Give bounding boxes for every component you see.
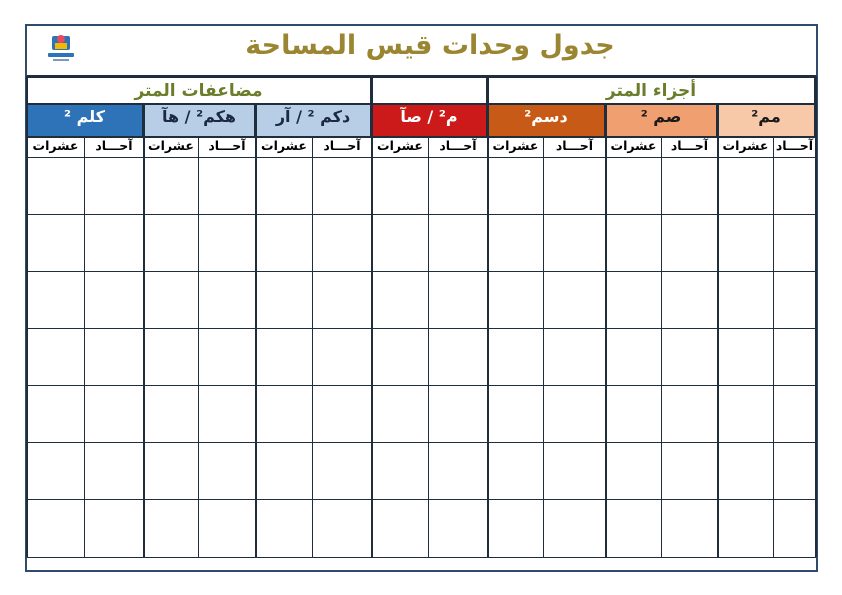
- table-cell[interactable]: [543, 443, 606, 500]
- subheader-ones-4: آحـــاد: [555, 138, 594, 153]
- grid-line: [27, 214, 816, 215]
- grid-line: [773, 137, 774, 557]
- table-cell[interactable]: [543, 157, 606, 214]
- table-cell[interactable]: [773, 271, 816, 328]
- grid-line: [543, 137, 544, 557]
- table-cell[interactable]: [718, 328, 773, 385]
- unit-header-3: م² / صآ: [372, 104, 488, 137]
- table-cell[interactable]: [718, 214, 773, 271]
- table-cell[interactable]: [488, 214, 543, 271]
- table-cell[interactable]: [428, 500, 488, 557]
- group-center: [372, 76, 488, 104]
- subheader-tens-1: عشرات: [148, 138, 194, 153]
- table-cell[interactable]: [144, 271, 198, 328]
- table-cell[interactable]: [543, 328, 606, 385]
- table-cell[interactable]: [661, 214, 718, 271]
- table-cell[interactable]: [428, 214, 488, 271]
- table-cell[interactable]: [198, 443, 256, 500]
- grid-line: [717, 104, 719, 557]
- subheader-ones-5: آحـــاد: [670, 138, 709, 153]
- table-cell[interactable]: [428, 328, 488, 385]
- table-cell[interactable]: [372, 214, 428, 271]
- table-cell[interactable]: [256, 328, 312, 385]
- grid-line: [198, 137, 199, 557]
- table-cell[interactable]: [606, 386, 661, 443]
- table-cell[interactable]: [312, 157, 372, 214]
- subheader-tens-5: عشرات: [610, 138, 657, 153]
- table-cell[interactable]: [256, 214, 312, 271]
- table-cell[interactable]: [718, 443, 773, 500]
- grid-line: [143, 104, 145, 557]
- table-cell[interactable]: [606, 328, 661, 385]
- subheader-ones-1: آحـــاد: [208, 138, 246, 153]
- table-cell[interactable]: [661, 386, 718, 443]
- table-cell[interactable]: [27, 500, 84, 557]
- table-cell[interactable]: [773, 328, 816, 385]
- table-cell[interactable]: [488, 500, 543, 557]
- subheader-ones-2: آحـــاد: [323, 138, 361, 153]
- grid-line: [371, 76, 373, 557]
- table-cell[interactable]: [198, 328, 256, 385]
- unit-header-2: دكم ² / آر: [256, 104, 372, 137]
- table-cell[interactable]: [144, 500, 198, 557]
- grid-line: [255, 104, 257, 557]
- grid-line: [605, 104, 607, 557]
- subheader-tens-3: عشرات: [377, 138, 423, 153]
- grid-line: [26, 76, 28, 557]
- table-cell[interactable]: [661, 157, 718, 214]
- table-cell[interactable]: [312, 214, 372, 271]
- table-cell[interactable]: [372, 157, 428, 214]
- table-cell[interactable]: [84, 157, 144, 214]
- grid-line: [815, 76, 817, 557]
- grid-line: [312, 137, 313, 557]
- table-cell[interactable]: [198, 214, 256, 271]
- table-cell[interactable]: [27, 214, 84, 271]
- grid-line: [428, 137, 429, 557]
- table-cell[interactable]: [606, 157, 661, 214]
- table-cell[interactable]: [84, 500, 144, 557]
- table-cell[interactable]: [661, 500, 718, 557]
- table-cell[interactable]: [428, 443, 488, 500]
- grid-line: [27, 136, 816, 138]
- table-cell[interactable]: [773, 386, 816, 443]
- table-cell[interactable]: [256, 271, 312, 328]
- table-cell[interactable]: [312, 386, 372, 443]
- table-cell[interactable]: [84, 328, 144, 385]
- table-cell[interactable]: [198, 157, 256, 214]
- group-multiples: مضاعفات المتر: [27, 76, 372, 104]
- grid-line: [27, 75, 816, 77]
- table-cell[interactable]: [372, 443, 428, 500]
- grid-line: [27, 385, 816, 386]
- table-cell[interactable]: [718, 500, 773, 557]
- table-cell[interactable]: [488, 386, 543, 443]
- table-cell[interactable]: [606, 500, 661, 557]
- table-cell[interactable]: [27, 271, 84, 328]
- table-cell[interactable]: [773, 500, 816, 557]
- table-cell[interactable]: [372, 271, 428, 328]
- table-cell[interactable]: [144, 328, 198, 385]
- grid-line: [487, 76, 489, 557]
- table-cell[interactable]: [718, 157, 773, 214]
- table-cell[interactable]: [488, 328, 543, 385]
- grid-line: [27, 557, 816, 558]
- grid-line: [27, 499, 816, 500]
- table-cell[interactable]: [773, 157, 816, 214]
- table-cell[interactable]: [488, 271, 543, 328]
- table-cell[interactable]: [256, 500, 312, 557]
- table-cell[interactable]: [312, 271, 372, 328]
- subheader-tens-0: عشرات: [32, 138, 79, 153]
- subheader-ones-0: آحـــاد: [95, 138, 133, 153]
- subheader-ones-6: آحـــاد: [775, 138, 814, 153]
- unit-header-1: هكم² / هآ: [144, 104, 256, 137]
- table-cell[interactable]: [312, 443, 372, 500]
- table-cell[interactable]: [606, 443, 661, 500]
- table-cell[interactable]: [198, 271, 256, 328]
- grid-line: [27, 328, 816, 329]
- table-cell[interactable]: [144, 157, 198, 214]
- table-cell[interactable]: [488, 443, 543, 500]
- table-cell[interactable]: [428, 386, 488, 443]
- table-cell[interactable]: [372, 386, 428, 443]
- table-cell[interactable]: [661, 443, 718, 500]
- grid-line: [27, 271, 816, 272]
- subheader-tens-4: عشرات: [492, 138, 539, 153]
- table-cell[interactable]: [27, 443, 84, 500]
- table-cell[interactable]: [198, 500, 256, 557]
- grid-line: [27, 157, 816, 158]
- table-cell[interactable]: [661, 271, 718, 328]
- table-cell[interactable]: [543, 214, 606, 271]
- madrassati-logo-icon: [44, 30, 78, 64]
- unit-header-5: صم ²: [606, 104, 718, 137]
- table-cell[interactable]: [84, 443, 144, 500]
- table-cell[interactable]: [606, 271, 661, 328]
- table-cell[interactable]: [27, 157, 84, 214]
- table-cell[interactable]: [312, 328, 372, 385]
- table-cell[interactable]: [661, 328, 718, 385]
- table-cell[interactable]: [428, 271, 488, 328]
- page-title: جدول وحدات قيس المساحة: [245, 30, 615, 61]
- table-cell[interactable]: [773, 214, 816, 271]
- table-cell[interactable]: [372, 328, 428, 385]
- table-cell[interactable]: [372, 500, 428, 557]
- subheader-tens-6: عشرات: [722, 138, 769, 153]
- table-cell[interactable]: [312, 500, 372, 557]
- table-cell[interactable]: [773, 443, 816, 500]
- unit-header-0: كلم ²: [27, 104, 144, 137]
- table-cell[interactable]: [543, 271, 606, 328]
- table-cell[interactable]: [27, 328, 84, 385]
- subheader-ones-3: آحـــاد: [439, 138, 477, 153]
- table-cell[interactable]: [256, 443, 312, 500]
- grid-line: [84, 137, 85, 557]
- table-cell[interactable]: [198, 386, 256, 443]
- grid-line: [27, 442, 816, 443]
- group-parts: أجزاء المتر: [488, 76, 816, 104]
- table-cell[interactable]: [144, 214, 198, 271]
- table-cell[interactable]: [543, 500, 606, 557]
- table-cell[interactable]: [718, 271, 773, 328]
- table-cell[interactable]: [488, 157, 543, 214]
- table-cell[interactable]: [84, 386, 144, 443]
- table-cell[interactable]: [428, 157, 488, 214]
- unit-header-6: مم²: [718, 104, 816, 137]
- table-cell[interactable]: [84, 271, 144, 328]
- grid-line: [27, 103, 816, 105]
- subheader-tens-2: عشرات: [261, 138, 307, 153]
- table-cell[interactable]: [144, 443, 198, 500]
- table-cell[interactable]: [606, 214, 661, 271]
- unit-header-4: دسم²: [488, 104, 606, 137]
- table-cell[interactable]: [27, 386, 84, 443]
- table-cell[interactable]: [543, 386, 606, 443]
- table-cell[interactable]: [144, 386, 198, 443]
- table-cell[interactable]: [84, 214, 144, 271]
- table-cell[interactable]: [718, 386, 773, 443]
- table-cell[interactable]: [256, 386, 312, 443]
- table-cell[interactable]: [256, 157, 312, 214]
- grid-line: [661, 137, 662, 557]
